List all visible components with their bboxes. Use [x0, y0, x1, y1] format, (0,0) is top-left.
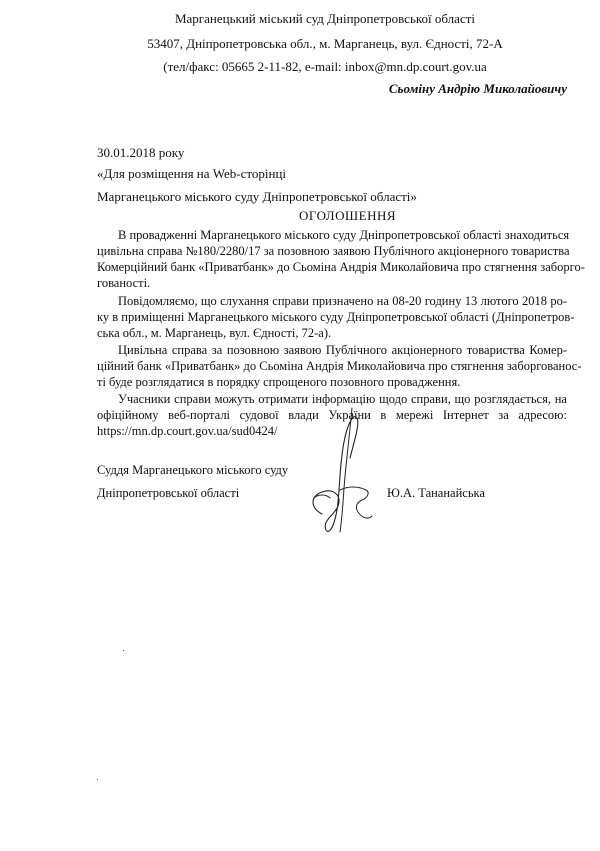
judge-title-line1: Суддя Марганецького міського суду: [97, 463, 289, 477]
scan-speck: [123, 650, 124, 651]
paragraph-hearing-info: [97, 293, 575, 341]
paragraph-line: В провадженні Марганецького міського суду Дніпропетровської області знаходиться: [118, 228, 570, 242]
portal-url: https://mn.dp.court.gov.ua/sud0424/: [97, 424, 278, 438]
court-address: 53407, Дніпропетровська обл., м. Марганець, вул. Єдності, 72-А: [147, 36, 503, 51]
paragraph-line: Повідомляємо, що слухання справи призначено на 08-20 годину 13 лютого 2018 ро-: [118, 294, 567, 308]
paragraph-line: Комерційний банк «Приватбанк» до Сьоміна Андрія Миколайовича про стягнення заборго-: [97, 260, 585, 274]
paragraph-line: Учасники справи можуть отримати інформацію щодо справи, що розглядається, на: [118, 392, 567, 406]
paragraph-line: ті буде розглядатися в порядку спрощеного позовного провадження.: [97, 375, 461, 389]
paragraph-procedure-info: [97, 342, 582, 390]
paragraph-line: ційний банк «Приватбанк» до Сьоміна Андрія Миколайовича про стягнення заборгованос-: [97, 359, 582, 373]
court-name: Марганецький міський суд Дніпропетровської області: [174, 11, 476, 26]
publication-note-line2: Марганецького міського суду Дніпропетровської області»: [97, 189, 417, 204]
paragraph-line: ку в приміщенні Марганецького міського суду Дніпропетровської області (Дніпропетров-: [97, 310, 575, 324]
announcement-title: ОГОЛОШЕННЯ: [298, 208, 397, 223]
judge-title-line2: Дніпропетровської області: [97, 486, 240, 500]
handwritten-signature: [296, 402, 381, 542]
recipient-name: Сьоміну Андрію Миколайовичу: [388, 81, 567, 96]
paragraph-line: Цивільна справа за позовною заявою Публічного акціонерного товариства Комер-: [118, 343, 567, 357]
scan-speck: [97, 779, 98, 780]
court-contacts: (тел/факс: 05665 2-11-82, e-mail: inbox@mn.dp.court.gov.ua: [163, 59, 487, 74]
paragraph-line: гованості.: [97, 276, 151, 290]
document-date: 30.01.2018 року: [97, 145, 185, 160]
publication-note-line1: «Для розміщення на Web-сторінці: [97, 166, 287, 181]
paragraph-line: офіційному веб-порталі судової влади України в мережі Інтернет за адресою:: [97, 408, 567, 422]
paragraph-line: ська обл., м. Марганець, вул. Єдності, 72-а).: [97, 326, 332, 340]
judge-name: Ю.А. Тананайська: [387, 486, 485, 500]
paragraph-case-info: [97, 227, 585, 291]
announcement-title-wrap: [0, 208, 600, 224]
paragraph-line: цивільна справа №180/2280/17 за позовною заявою Публічного акціонерного товариства: [97, 244, 570, 258]
